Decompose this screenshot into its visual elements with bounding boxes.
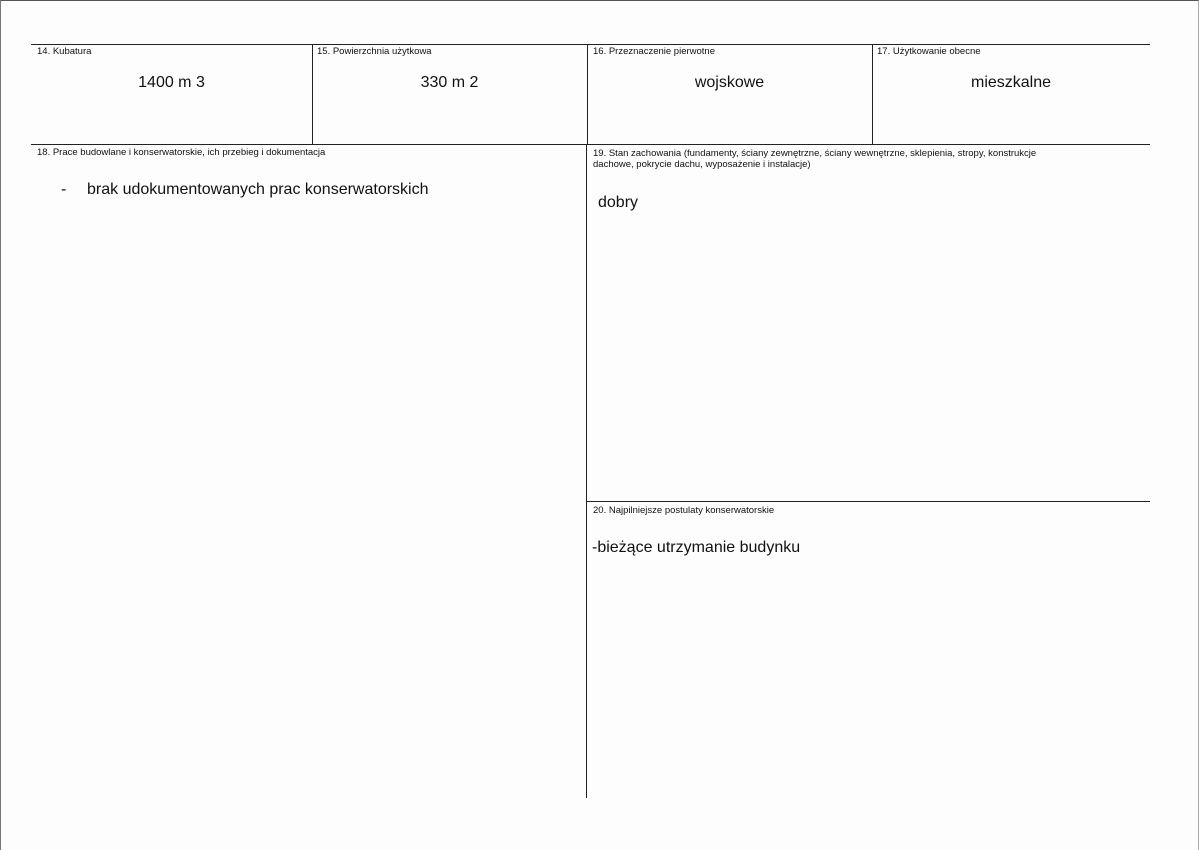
field-17-label: 17. Użytkowanie obecne — [877, 46, 981, 57]
field-15-value: 330 m 2 — [420, 74, 479, 91]
field-20-top-rule — [586, 501, 1150, 502]
top-row-divider-2 — [587, 44, 588, 144]
main-column-divider — [586, 144, 587, 798]
field-20-value: -bieżące utrzymanie budynku — [592, 539, 801, 556]
top-row-bottom-rule — [31, 144, 1150, 145]
field-15-label: 15. Powierzchnia użytkowa — [317, 46, 432, 57]
field-14-value: 1400 m 3 — [138, 74, 205, 91]
field-16-value: wojskowe — [694, 74, 765, 91]
field-18-value: brak udokumentowanych prac konserwatorskich — [87, 181, 429, 198]
field-18-bullet: - — [61, 181, 67, 198]
field-14-label: 14. Kubatura — [37, 46, 92, 57]
top-row-divider-1 — [312, 44, 313, 144]
field-19-value: dobry — [598, 194, 639, 211]
field-20-label: 20. Najpilniejsze postulaty konserwatorskie — [593, 505, 775, 516]
field-17-value: mieszkalne — [970, 74, 1052, 91]
field-19-label: 19. Stan zachowania (fundamenty, ściany zewnętrzne, ściany wewnętrzne, sklepienia, stropy, konstrukcje dachowe, pokrycie dachu, wyposażenie i instalacje) — [593, 148, 1037, 170]
top-row-divider-3 — [872, 44, 873, 144]
field-16-label: 16. Przeznaczenie pierwotne — [593, 46, 715, 57]
top-row-top-rule — [31, 44, 1150, 45]
field-18-label: 18. Prace budowlane i konserwatorskie, ich przebieg i dokumentacja — [37, 147, 326, 158]
